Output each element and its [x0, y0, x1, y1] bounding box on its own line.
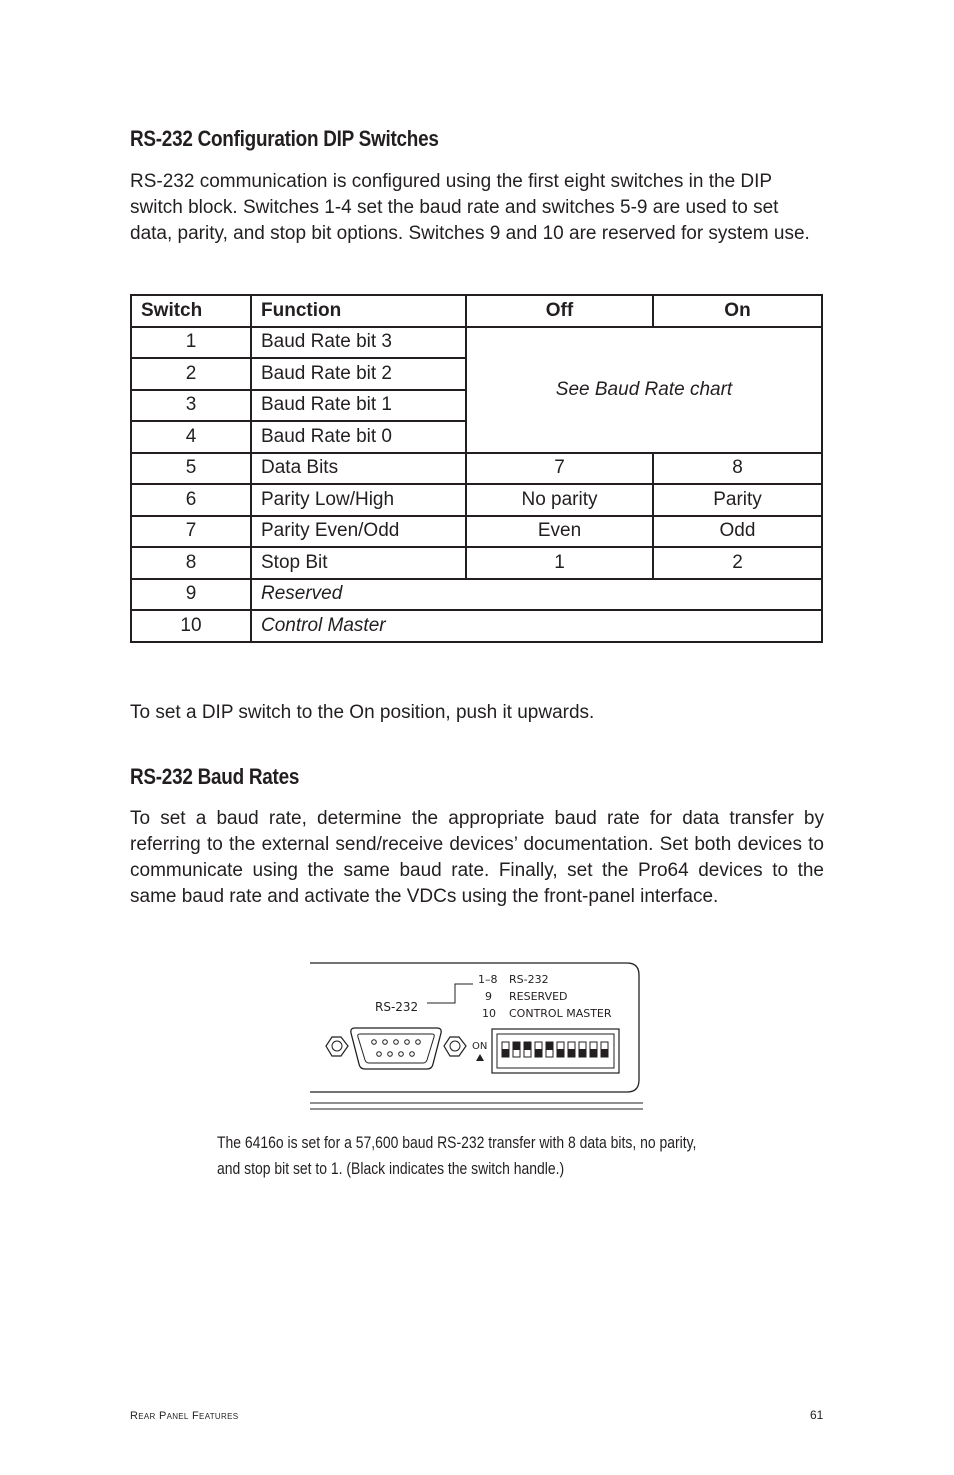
dip-switch-8-handle: [579, 1049, 586, 1057]
table-row: [131, 484, 822, 516]
on-arrow-icon: [476, 1054, 484, 1061]
mounting-nut: [444, 1037, 466, 1056]
on-cell: Parity: [653, 484, 822, 516]
off-cell: Even: [466, 516, 653, 548]
legend-range: 1–8: [478, 973, 498, 986]
function-cell: Baud Rate bit 1: [251, 390, 466, 422]
mounting-nut-hole: [450, 1041, 460, 1051]
on-label: ON: [472, 1041, 488, 1052]
table-row: [131, 327, 822, 359]
dip-switch-1-handle: [502, 1049, 509, 1057]
legend-range: 9: [485, 990, 492, 1003]
dip-switch-7-handle: [568, 1049, 575, 1057]
function-cell: Parity Even/Odd: [251, 516, 466, 548]
section-heading-baud-rates: RS-232 Baud Rates: [130, 764, 300, 789]
db9-connector-insert: [358, 1034, 435, 1063]
table-row: [131, 516, 822, 548]
switch-cell: 8: [131, 547, 251, 579]
function-cell: Baud Rate bit 0: [251, 421, 466, 453]
page-number: 61: [810, 1408, 824, 1422]
intro-paragraph: RS-232 communication is configured using the first eight switches in the DIP switch block. Switches 1-4 set the baud rate and switches 5-9 are used to set data, parity, and stop bit options. Switches 9 and 10 are reserved for system use.: [130, 171, 810, 244]
switch-cell: 4: [131, 421, 251, 453]
legend-text: RESERVED: [509, 990, 568, 1003]
off-cell: No parity: [466, 484, 653, 516]
dip-switch-9-handle: [590, 1049, 597, 1057]
function-cell: Baud Rate bit 3: [251, 327, 466, 359]
function-cell: Data Bits: [251, 453, 466, 485]
function-cell: Baud Rate bit 2: [251, 358, 466, 390]
rear-panel-diagram: [305, 958, 650, 1114]
on-cell: 2: [653, 547, 822, 579]
section-heading-dip-switches: RS-232 Configuration DIP Switches: [130, 126, 439, 151]
mounting-nut-hole: [332, 1041, 342, 1051]
switch-cell: 2: [131, 358, 251, 390]
legend-text: CONTROL MASTER: [509, 1007, 612, 1020]
footer-section-title: Rear Panel Features: [130, 1410, 239, 1422]
on-cell: Odd: [653, 516, 822, 548]
dip-switch-10-handle: [601, 1049, 608, 1057]
switch-cell: 6: [131, 484, 251, 516]
dip-switch-2-handle: [513, 1042, 520, 1050]
header-function: Function: [251, 295, 466, 327]
switch-cell: 10: [131, 610, 251, 642]
mounting-nut: [326, 1037, 348, 1056]
figure-caption: [217, 1130, 696, 1182]
baud-rate-paragraph: To set a baud rate, determine the appropriate baud rate for data transfer by referring to the external send/receive devices’ documentation. Set both devices to communicate using the same baud rate. Finally, set the Pro64 devices to the same baud rate and activate the VDCs using the front-panel interface.: [130, 808, 824, 907]
dip-switch-table: [130, 294, 823, 643]
baud-rate-chart-note: See Baud Rate chart: [466, 327, 822, 453]
dip-switch-3-handle: [524, 1042, 531, 1050]
switch-cell: 1: [131, 327, 251, 359]
function-cell: Parity Low/High: [251, 484, 466, 516]
on-cell: 8: [653, 453, 822, 485]
legend-text: RS-232: [509, 973, 549, 986]
off-cell: 1: [466, 547, 653, 579]
switch-cell: 7: [131, 516, 251, 548]
caption-line-2: and stop bit set to 1. (Black indicates the switch handle.): [217, 1159, 565, 1178]
legend-range: 10: [482, 1007, 496, 1020]
header-on: On: [653, 295, 822, 327]
header-off: Off: [466, 295, 653, 327]
rs232-port-label: RS-232: [375, 1000, 419, 1014]
table-header-row: [131, 295, 822, 327]
table-row: [131, 547, 822, 579]
switch-cell: 9: [131, 579, 251, 611]
table-row: [131, 610, 822, 642]
function-cell: Reserved: [251, 579, 822, 611]
dip-switch-6-handle: [557, 1049, 564, 1057]
dip-switch-housing: [492, 1029, 619, 1073]
db9-pins: [372, 1040, 421, 1057]
function-cell: Control Master: [251, 610, 822, 642]
rear-panel-figure: [305, 958, 650, 1114]
dip-switches: [502, 1042, 608, 1057]
off-cell: 7: [466, 453, 653, 485]
caption-line-1: The 6416o is set for a 57,600 baud RS-232 transfer with 8 data bits, no parity,: [217, 1133, 697, 1152]
table-row: [131, 579, 822, 611]
switch-cell: 5: [131, 453, 251, 485]
dip-switch-5-handle: [546, 1042, 553, 1050]
switch-cell: 3: [131, 390, 251, 422]
function-cell: Stop Bit: [251, 547, 466, 579]
push-upwards-note: To set a DIP switch to the On position, push it upwards.: [130, 702, 595, 723]
header-switch: Switch: [131, 295, 251, 327]
table-row: [131, 453, 822, 485]
label-leader-line: [427, 984, 473, 1003]
dip-switch-4-handle: [535, 1049, 542, 1057]
